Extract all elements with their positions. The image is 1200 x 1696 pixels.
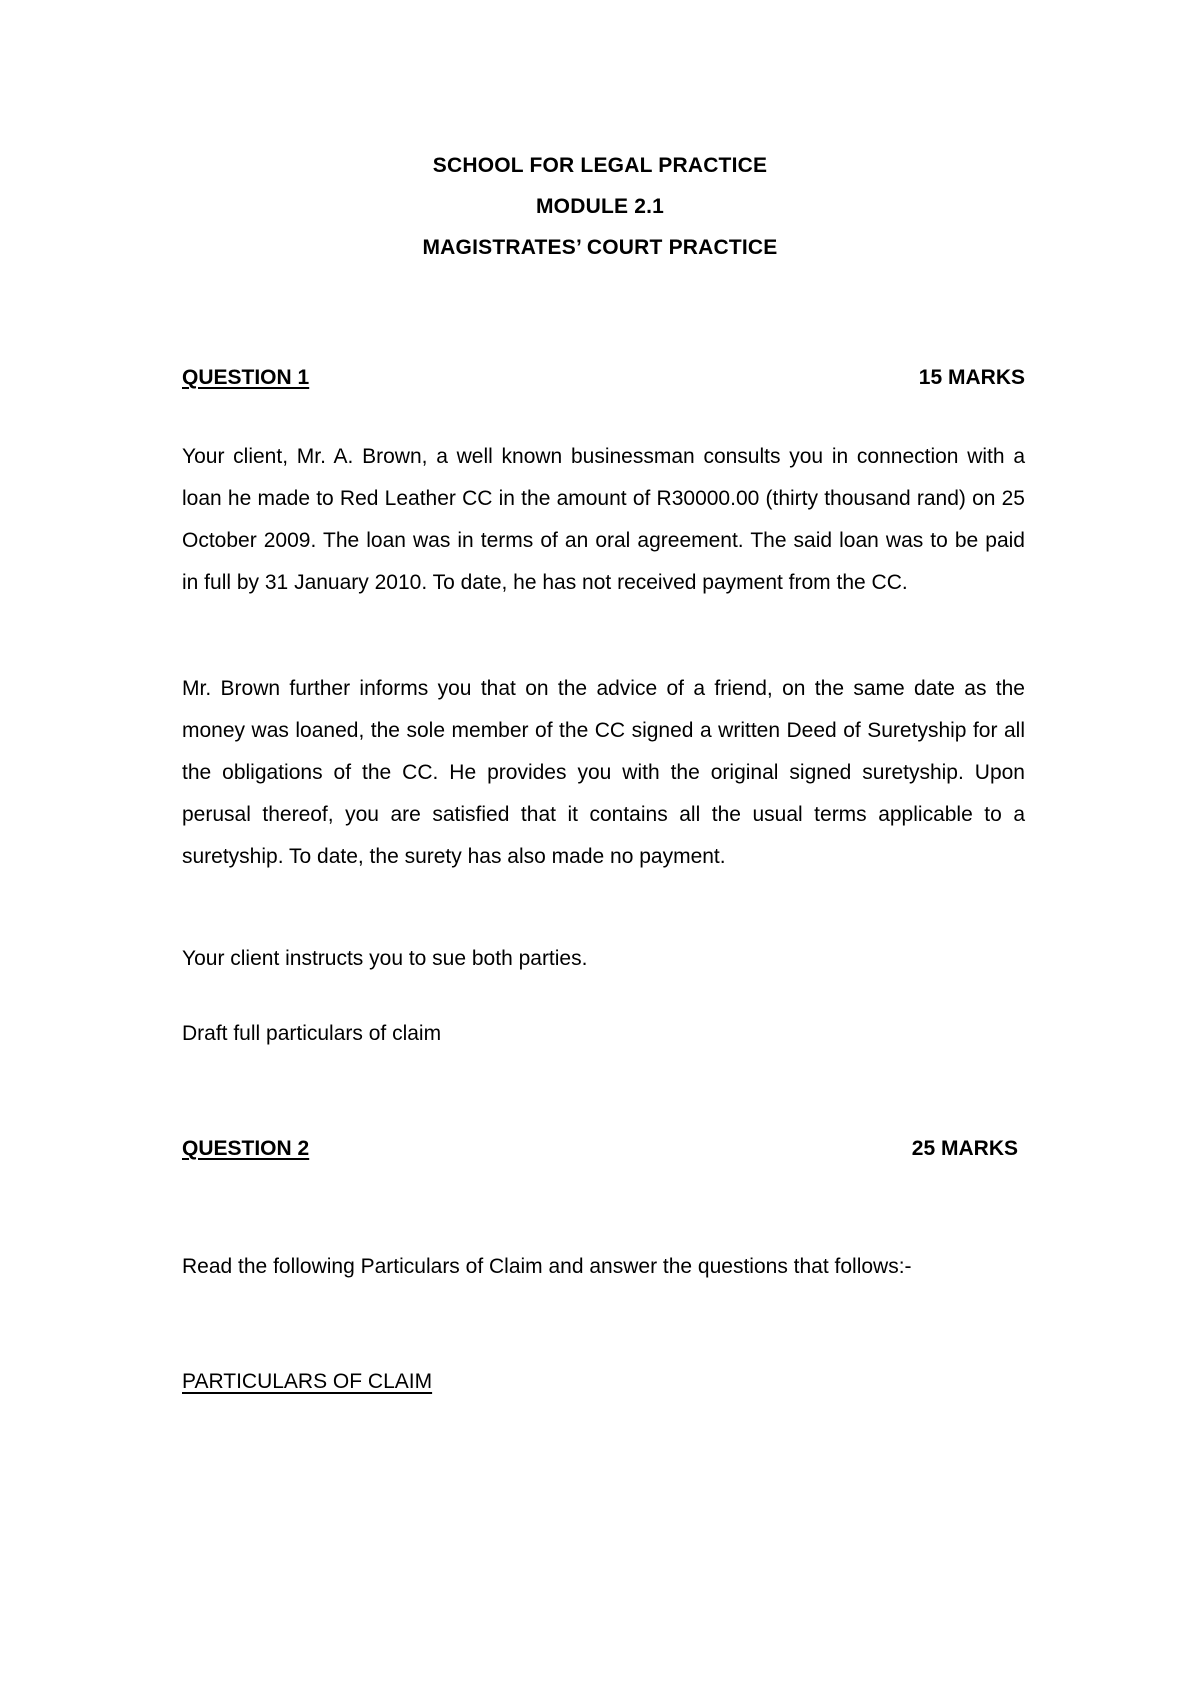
question-1-paragraph-1: Your client, Mr. A. Brown, a well known businessman consults you in connection with a loan he made to Red Leather CC in the amount of R30000.00 (thirty thousand rand) on 25 October 2009. The loan was in terms of an oral agreement. The said loan was to be paid in full by 31 January 2010. To date, he has not received payment from the CC.: [182, 445, 1025, 594]
question-1-paragraph-3: Your client instructs you to sue both parties.: [182, 947, 588, 970]
course-title: MAGISTRATES’ COURT PRACTICE: [422, 236, 778, 259]
question-1-marks: 15 MARKS: [918, 366, 1025, 389]
question-1-heading: [182, 366, 1025, 396]
question-2-paragraph-1: Read the following Particulars of Claim and answer the questions that follows:-: [182, 1255, 912, 1278]
school-title: SCHOOL FOR LEGAL PRACTICE: [432, 154, 768, 177]
question-2-marks: 25 MARKS: [911, 1137, 1018, 1160]
question-2-heading: [182, 1137, 1018, 1167]
module-number: MODULE 2.1: [535, 195, 665, 218]
particulars-of-claim-heading-text: PARTICULARS OF CLAIM: [182, 1370, 433, 1393]
particulars-of-claim-heading: [182, 1361, 1025, 1403]
question-1-paragraph-2: Mr. Brown further informs you that on the advice of a friend, on the same date as the money was loaned, the sole member of the CC signed a written Deed of Suretyship for all the obligations of the CC. He provides you with the original signed suretyship. Upon perusal thereof, you are satisfied that it contains all the usual terms applicable to a suretyship. To date, the surety has also made no payment.: [182, 677, 1025, 868]
document-header: [0, 145, 1200, 268]
question-1-title: QUESTION 1: [182, 366, 310, 389]
question-2-title: QUESTION 2: [182, 1137, 310, 1160]
question-1-paragraph-4: Draft full particulars of claim: [182, 1022, 442, 1045]
